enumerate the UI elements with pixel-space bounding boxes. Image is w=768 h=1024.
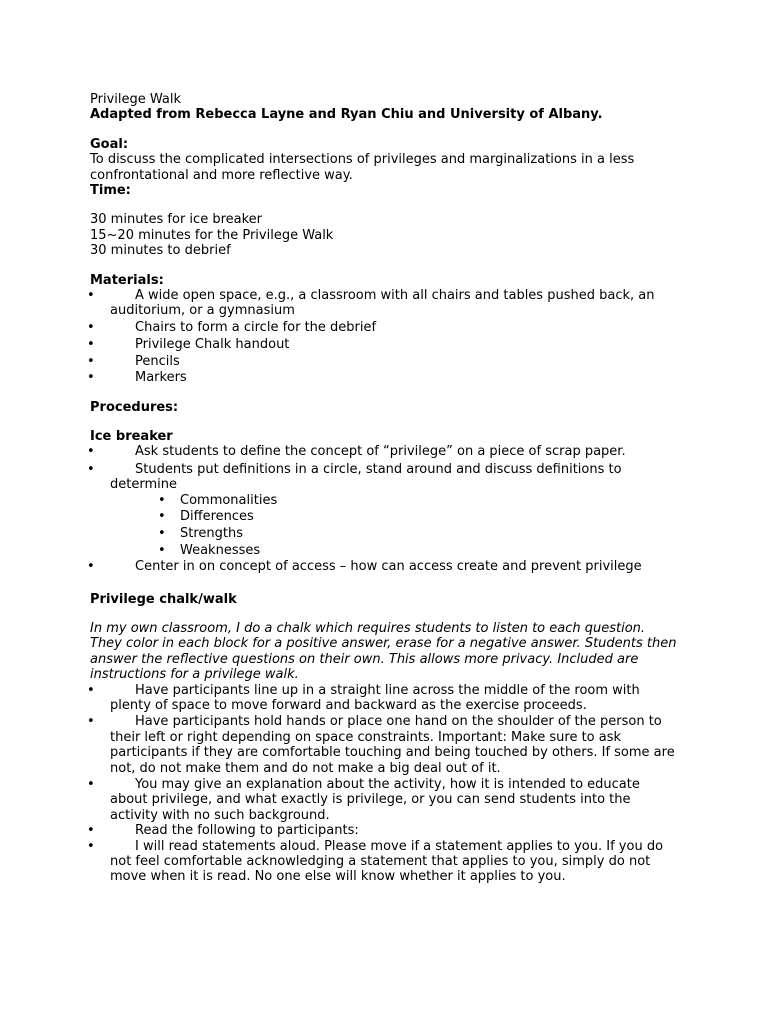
document-body xyxy=(87,92,680,885)
bullet-icon: • xyxy=(87,559,95,575)
list-item: • Markers xyxy=(87,370,187,386)
chalkwalk-heading: Privilege chalk/walk xyxy=(90,591,237,607)
list-item: • Pencils xyxy=(87,353,180,369)
list-item: • Chairs to form a circle for the debrief xyxy=(87,319,377,335)
list-item: • I will read statements aloud. Please move if a statement applies to you. If you do not feel comfortable acknowledging a statement that applies to you, simply do not move when it is read. No one else will know whether it applies to you. xyxy=(87,838,664,885)
bullet-icon: • xyxy=(87,682,95,698)
bullet-icon: • xyxy=(87,337,95,353)
bullet-icon: • xyxy=(87,288,95,304)
materials-list xyxy=(87,288,680,386)
bullet-icon: • xyxy=(87,777,95,793)
list-item: • Privilege Chalk handout xyxy=(87,337,290,353)
list-item: • You may give an explanation about the activity, how it is intended to educate about privilege, and what exactly is privilege, or you can send students into the activity with no such background. xyxy=(87,777,640,823)
materials-heading: Materials: xyxy=(90,272,164,288)
document-subtitle: Adapted from Rebecca Layne and Ryan Chiu and University of Albany. xyxy=(90,107,603,123)
time-line: 30 minutes for ice breaker xyxy=(90,212,263,228)
document-title: Privilege Walk xyxy=(90,92,181,107)
time-line: 15~20 minutes for the Privilege Walk xyxy=(90,227,334,243)
procedures-heading: Procedures: xyxy=(90,399,179,415)
chalkwalk-note: In my own classroom, I do a chalk which requires students to listen to each question. They color in each block for a positive answer, erase for a negative answer. Students then answer the reflective questions on their own. This allows more privacy. Included are instructions for a privilege walk. xyxy=(90,620,677,683)
chalkwalk-list xyxy=(87,682,680,885)
bullet-icon: • xyxy=(158,492,166,508)
bullet-icon: • xyxy=(87,444,95,460)
time-heading: Time: xyxy=(90,183,131,199)
icebreaker-list-continued xyxy=(87,559,680,575)
bullet-icon: • xyxy=(87,838,95,854)
list-item: • Differences xyxy=(158,508,254,524)
bullet-icon: • xyxy=(158,526,166,542)
bullet-icon: • xyxy=(87,461,95,477)
list-item: • Students put definitions in a circle, stand around and discuss definitions to determine xyxy=(87,461,622,493)
list-item: • Read the following to participants: xyxy=(87,823,359,839)
bullet-icon: • xyxy=(87,823,95,839)
bullet-icon: • xyxy=(87,714,95,730)
time-line: 30 minutes to debrief xyxy=(90,243,231,259)
bullet-icon: • xyxy=(87,353,95,369)
icebreaker-sublist xyxy=(90,493,680,559)
list-item: • Have participants hold hands or place one hand on the shoulder of the person to their left or right depending on space constraints. Important: Make sure to ask participants if they are comfortable touching and being touched by others. If some are not, do not make them and do not make a big deal out of it. xyxy=(87,714,675,776)
list-item: • Weaknesses xyxy=(158,542,261,558)
icebreaker-heading: Ice breaker xyxy=(90,428,173,444)
list-item: • Center in on concept of access – how can access create and prevent privilege xyxy=(87,559,642,575)
bullet-icon: • xyxy=(87,319,95,335)
list-item: • Commonalities xyxy=(158,492,278,508)
goal-heading: Goal: xyxy=(90,136,129,152)
list-item: • A wide open space, e.g., a classroom with all chairs and tables pushed back, an auditorium, or a gymnasium xyxy=(87,288,655,319)
list-item: • Strengths xyxy=(158,526,244,542)
icebreaker-list xyxy=(87,444,680,493)
bullet-icon: • xyxy=(158,508,166,524)
list-item: • Ask students to define the concept of “privilege” on a piece of scrap paper. xyxy=(87,444,626,460)
list-item: • Have participants line up in a straight line across the middle of the room with plenty of space to move forward and backward as the exercise proceeds. xyxy=(87,682,640,713)
goal-text: To discuss the complicated intersections of privileges and marginalizations in a less confrontational and more reflective way. xyxy=(90,152,635,183)
bullet-icon: • xyxy=(87,370,95,386)
bullet-icon: • xyxy=(158,542,166,558)
